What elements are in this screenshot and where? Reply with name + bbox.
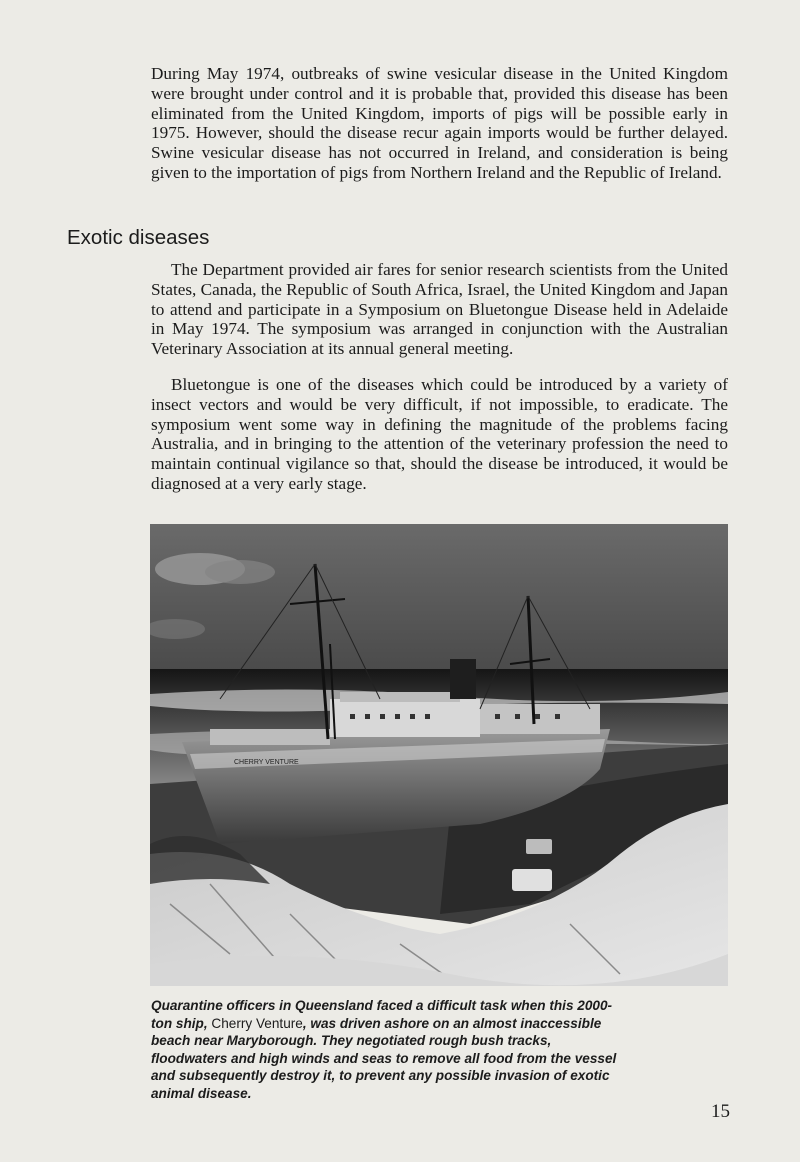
paragraph-bluetongue-vectors: Bluetongue is one of the diseases which could be introduced by a variety of insect vectors and would be very difficult, if not impossible, to eradicate. The symposium went some way in defining the magnitude of the problems facing Australia, and in bringing to the attention of the veterinary profession the need to maintain continual vigilance so that, should the disease be introduced, it would be diagnosed at a very early stage. [151, 375, 728, 493]
caption-text-end: , was driven ashore on an almost inaccessible beach near Maryborough. They negotiated rough bush tracks, floodwaters and high winds and seas to remove all food from the vessel and subsequently destroy it, to prevent any possible invasion of exotic animal disease. [151, 1015, 617, 1101]
caption-text-start: Quarantine officers in Queensland faced a difficult task when this 2000-ton ship, [151, 998, 613, 1031]
caption-ship-name: Cherry Venture [211, 1015, 303, 1031]
photo-caption [151, 997, 621, 1102]
page-number: 15 [711, 1101, 730, 1122]
section-heading: Exotic diseases [67, 226, 210, 249]
paragraph-bluetongue-symposium: The Department provided air fares for senior research scientists from the United States, Canada, the Republic of South Africa, Israel, the United Kingdom and Japan to attend and participate in a Symposium on Bluetongue Disease held in Adelaide in May 1974. The symposium was arranged in conjunction with the Australian Veterinary Association at its annual general meeting. [151, 260, 728, 359]
paragraph-swine-vesicular-disease: During May 1974, outbreaks of swine vesicular disease in the United Kingdom were brought under control and it is probable that, provided this disease has been eliminated from the United Kingdom, imports of pigs will be possible early in 1975. However, should the disease recur again imports would be further delayed. Swine vesicular disease has not occurred in Ireland, and consideration is being given to the importation of pigs from Northern Ireland and the Republic of Ireland. [151, 64, 728, 182]
ship-photograph [150, 524, 728, 986]
hull-name-text: CHERRY VENTURE [234, 759, 299, 766]
